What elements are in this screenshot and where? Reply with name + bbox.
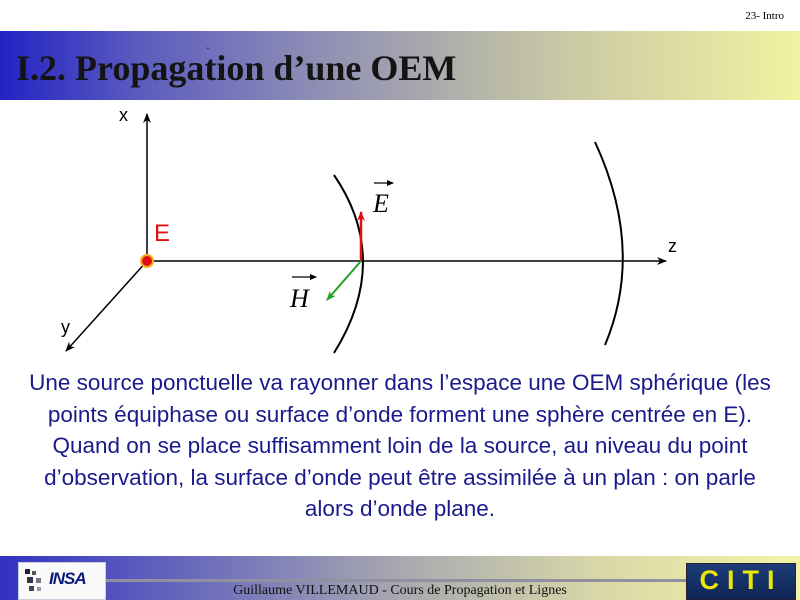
slide-number: 23- Intro [745,10,784,22]
insa-logo-mark-icon [23,567,45,595]
axis-y [66,261,147,351]
axis-y-label: y [61,317,70,337]
insa-logo [18,562,106,600]
citi-logo-text: CITI [699,565,783,595]
citi-logo [686,563,796,600]
propagation-diagram [0,100,800,360]
h-vector [327,261,361,300]
axis-x-label: x [119,105,128,125]
footer-text: Guillaume VILLEMAUD - Cours de Propagation et Lignes [233,583,567,598]
footer-divider [100,579,700,582]
wavefront-far [595,142,623,345]
source-point [141,255,153,267]
title-dot: . [206,36,210,52]
axis-z-label: z [668,236,677,256]
h-vector-label: H [290,284,309,313]
insa-logo-text: INSA [49,569,86,588]
e-vector-label: E [373,189,389,218]
body-text [20,367,780,525]
body-paragraph-2: Quand on se place suffisamment loin de la source, au niveau du point d’observation, la surface d’onde peut être assimilée à un plan : on parle alors d’onde plane. [44,433,756,521]
slide-title: I.2. Propagation d’une OEM [16,48,457,88]
body-paragraph-1: Une source ponctuelle va rayonner dans l’espace une OEM sphérique (les points équiphase ou surface d’onde forment une sphère centrée en E). [29,370,771,427]
source-label: E [154,220,171,247]
